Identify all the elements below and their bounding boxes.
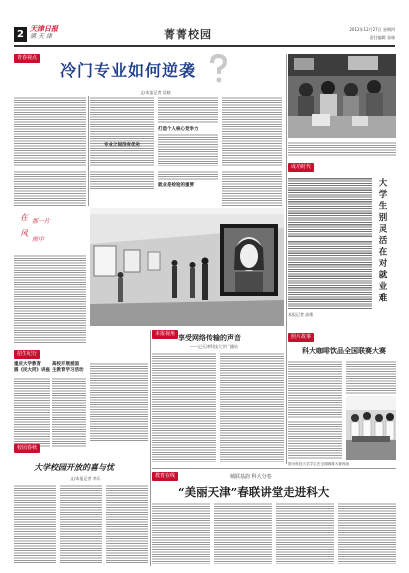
bottom-main-headline: “美丽天津”春联讲堂走进科大 [178,485,330,499]
bottom-left-tag: 校园春秋 [14,444,40,453]
feature-body-col-2 [90,96,154,166]
news-brief-2-title: 高校开展爱国 主教育学习活动 [52,362,84,373]
feature-subhead-1: 打造个人核心竞争力 [158,127,199,132]
news-brief-extra [90,362,148,442]
feature-body-col-3 [158,96,218,124]
news-brief-1-title: 重庆大学教育 圆《民大同》讲座 [14,362,50,373]
center-article-body-1 [152,352,216,462]
essay-title-char-4: 雨中 [32,236,45,243]
feature-body-col-2b [90,170,154,190]
feature-body-col-3b [158,133,218,166]
masthead-logo [30,25,90,45]
feature-body-col-4b [222,170,282,206]
masthead [14,24,395,48]
issue-date: 2012年12月27日 星期四 [349,27,395,32]
classroom-photo-caption [288,141,396,157]
bottom-left-body-3 [106,484,148,564]
news-brief-1 [14,362,50,447]
right-mid-tag: 照片故事 [288,333,314,342]
news-brief-2 [52,362,86,447]
center-article-headline: 享受网络传输的声音 [178,333,241,342]
bottom-left-body-1 [14,484,56,564]
bottom-left-headline: 大学校园开放的喜与忧 [34,462,114,472]
page-number: 2 [17,29,24,40]
coffee-contest-photo [346,396,396,460]
right-column-body-2 [288,240,372,310]
coffee-photo-caption: 图为科技大学学生在全国咖啡大赛现场 [288,462,350,466]
feature-subhead-2: 就业是检验的重要 [158,183,194,188]
feature-body-col-3c [158,170,218,180]
right-mid-body-2 [346,360,396,394]
bottom-main-body-2 [214,502,272,564]
right-column-body-1 [288,177,372,237]
news-brief-tag: 招生纪行 [14,350,40,359]
news-brief-2-body [52,377,86,447]
masthead-rule [14,45,395,47]
bottom-left-byline: 文/本报记者 李乐 [70,476,101,481]
bottom-main-body-1 [152,502,210,564]
right-mid-headline: 科大咖啡饮品全国联赛大赛 [302,346,386,355]
feature-headline-block [60,58,240,86]
feature-body-col-4 [222,96,282,166]
feature-byline: 文/本报记者 吴晓 [140,90,171,95]
center-article-subhead: ——记天津科技大学广播站 [190,344,238,349]
column-divider-2 [286,54,287,464]
vertical-title-text: 大学生别灵活在对就业难 [377,178,387,305]
right-column-tag: 成功时代 [288,163,314,172]
logo-line-1: 天津日报 [30,24,58,33]
right-column-reporter: 本报记者 高维 [288,312,314,317]
essay-title-char-2: 那一片 [32,218,51,225]
bottom-main-kicker: 城联基韵 科大分卷 [230,474,272,480]
news-brief-1-body [14,377,50,447]
page-number-badge [14,27,27,42]
gallery-photo [90,208,284,326]
left-essay-body [14,254,86,344]
right-mid-body-3 [288,420,342,460]
right-mid-body-1 [288,360,342,418]
feature-subhead-3: 专业之间没有优劣 [104,143,140,148]
column-divider-3 [150,330,151,566]
logo-line-2: 满天津 [30,33,55,40]
bottom-left-body-2 [60,484,102,564]
left-essay-title [18,212,58,252]
essay-title-char-1: 在 [20,213,28,222]
right-column-vertical-title [376,178,396,308]
column-divider-1 [88,96,89,206]
page-editor: 责任编辑 张瑞 [369,35,395,40]
feature-body-col-1b [14,170,86,206]
bottom-main-body-4 [338,502,396,564]
bottom-main-body-3 [276,502,334,564]
section-title: 菁菁校园 [164,28,212,41]
feature-headline: 冷门专业如何逆袭 [60,61,197,80]
essay-title-char-3: 风 [20,229,28,238]
classroom-photo [288,54,396,138]
bottom-main-tag: 教育在线 [152,472,178,481]
question-mark-icon [206,54,230,84]
center-article-tag: 本报视角 [152,330,178,339]
feature-section-tag: 青春视点 [14,54,40,63]
left-essay-box [14,210,86,345]
center-article-body-2 [220,352,284,462]
feature-body-col-1 [14,96,86,166]
bottom-main-rule [152,468,396,469]
